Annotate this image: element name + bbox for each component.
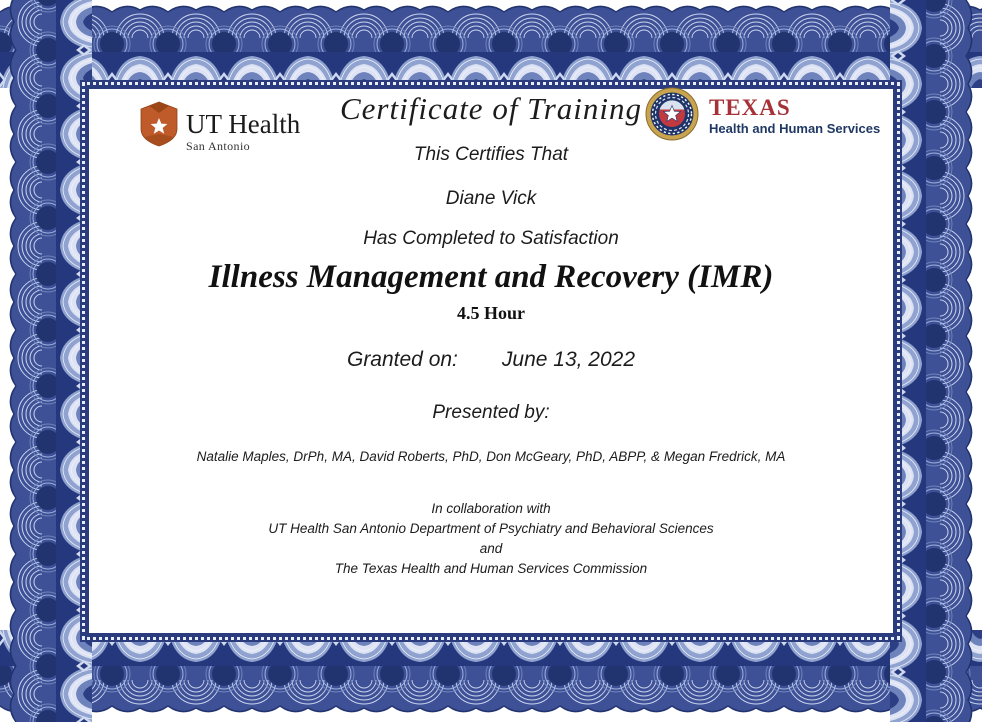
collaboration-line-3: and: [479, 541, 503, 556]
texas-hhs-subtitle: Health and Human Services: [709, 121, 881, 136]
course-title: Illness Management and Recovery (IMR): [208, 259, 774, 295]
completion-line: Has Completed to Satisfaction: [363, 228, 619, 249]
collaboration-line-1: In collaboration with: [431, 501, 551, 516]
ut-health-subtitle: San Antonio: [186, 139, 251, 153]
presented-label: Presented by:: [432, 402, 550, 423]
certificate-content: [89, 89, 893, 633]
granted-label: Granted on:: [346, 348, 458, 371]
texas-hhs-name: TEXAS: [709, 95, 791, 120]
granted-date: June 13, 2022: [501, 348, 636, 371]
certificate-title: Certificate of Training: [339, 91, 642, 126]
presenters-line: Natalie Maples, DrPh, MA, David Roberts, PhD, Don McGeary, PhD, ABPP, & Megan Fredrick, MA: [196, 449, 786, 464]
ut-health-name: UT Health: [186, 109, 301, 139]
collaboration-line-2: UT Health San Antonio Department of Psychiatry and Behavioral Sciences: [268, 521, 714, 536]
collaboration-block: [89, 499, 893, 579]
collaboration-line-4: The Texas Health and Human Services Commission: [334, 561, 648, 576]
certificate-text-column: [89, 91, 893, 579]
certifies-line: This Certifies That: [413, 144, 569, 165]
granted-row: [89, 347, 893, 373]
recipient-name: Diane Vick: [445, 188, 537, 209]
course-duration: 4.5 Hour: [456, 303, 525, 323]
